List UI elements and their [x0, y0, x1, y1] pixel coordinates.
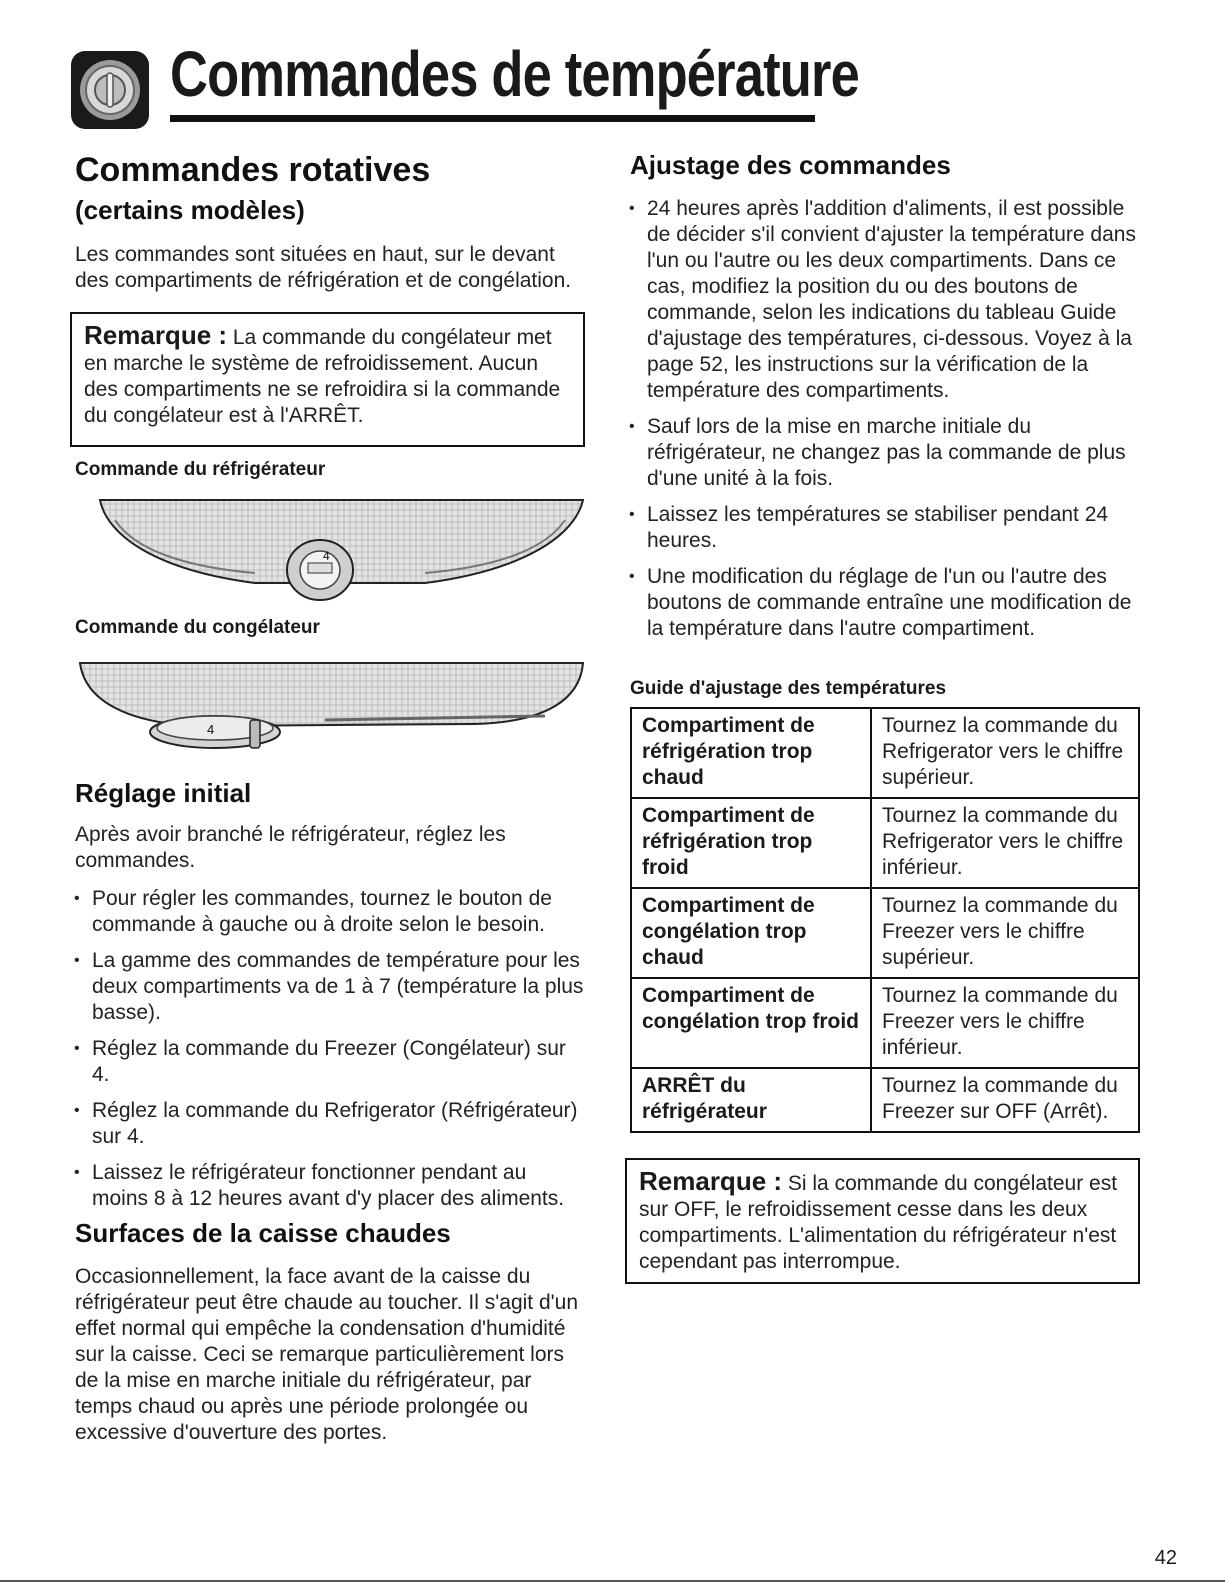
action-cell: Tournez la commande du Refrigerator vers le chiffre inférieur. [871, 798, 1139, 888]
section-title-adjust: Ajustage des commandes [630, 150, 951, 180]
table-row [631, 798, 1139, 888]
list-item: • Réglez la commande du Refrigerator (Réfrigérateur) sur 4. [72, 1098, 587, 1150]
freezer-control-caption: Commande du congélateur [75, 617, 320, 638]
note-label: Remarque : [639, 1166, 783, 1196]
condition-cell: Compartiment de congélation trop chaud [631, 888, 871, 978]
note-text: La commande du congélateur met en marche le système de refroidissement. Aucun des compartiments ne se refroidira si la commande du congélateur est à l'ARRÊT. [84, 326, 561, 427]
page-title: Commandes de température [170, 38, 860, 110]
action-cell: Tournez la commande du Freezer vers le chiffre inférieur. [871, 978, 1139, 1068]
page-number: 42 [1154, 1547, 1177, 1569]
temperature-guide-table [630, 707, 1140, 1133]
fridge-control-caption: Commande du réfrigérateur [75, 459, 326, 480]
adjust-bullet-list [627, 196, 1139, 652]
list-item: • Sauf lors de la mise en marche initiale du réfrigérateur, ne changez pas la commande de plus d'une unité à la fois. [627, 414, 1139, 492]
list-item: • Pour régler les commandes, tournez le bouton de commande à gauche ou à droite selon le besoin. [72, 886, 587, 938]
note-box-off [625, 1158, 1140, 1284]
list-item: • Réglez la commande du Freezer (Congélateur) sur 4. [72, 1036, 587, 1088]
note-text: Si la commande du congélateur est sur OFF, le refroidissement cesse dans les deux compartiments. L'alimentation du réfrigérateur n'est cependant pas interrompue. [639, 1172, 1118, 1273]
thermostat-dial-icon [71, 51, 149, 129]
refrigerator-control-illustration [95, 495, 585, 605]
condition-cell: Compartiment de réfrigération trop froid [631, 798, 871, 888]
section-title-initial: Réglage initial [75, 778, 252, 808]
list-item: • La gamme des commandes de température pour les deux compartiments va de 1 à 7 (température la plus basse). [72, 948, 587, 1026]
freezer-dial-number: 4 [207, 722, 215, 737]
action-cell: Tournez la commande du Refrigerator vers le chiffre supérieur. [871, 708, 1139, 798]
table-row [631, 708, 1139, 798]
table-row [631, 1068, 1139, 1132]
initial-intro: Après avoir branché le réfrigérateur, réglez les commandes. [75, 823, 506, 872]
title-rule [170, 115, 815, 122]
list-item: • Une modification du réglage de l'un ou l'autre des boutons de commande entraîne une modification de la température dans l'autre compartiment. [627, 564, 1139, 642]
note-label: Remarque : [84, 320, 228, 350]
action-cell: Tournez la commande du Freezer sur OFF (Arrêt). [871, 1068, 1139, 1132]
warm-surfaces-text: Occasionnellement, la face avant de la caisse du réfrigérateur peut être chaude au toucher. Il s'agit d'un effet normal qui empêche la condensation d'humidité sur la caisse. Ceci se remarque particulièrement lors de la mise en marche initiale du réfrigérateur, par temps chaud ou après une période prolongée ou excessive d'ouverture des portes. [75, 1265, 579, 1444]
table-row [631, 978, 1139, 1068]
guide-caption: Guide d'ajustage des températures [630, 678, 947, 699]
bottom-rule [0, 1580, 1225, 1582]
table-row [631, 888, 1139, 978]
condition-cell: Compartiment de réfrigération trop chaud [631, 708, 871, 798]
note-box-freezer [70, 312, 585, 447]
rotary-intro: Les commandes sont situées en haut, sur le devant des compartiments de réfrigération et de congélation. [75, 243, 572, 292]
list-item: • Laissez le réfrigérateur fonctionner pendant au moins 8 à 12 heures avant d'y placer des aliments. [72, 1160, 587, 1212]
section-subtitle-models: (certains modèles) [75, 195, 305, 225]
initial-bullet-list [72, 886, 587, 1222]
condition-cell: Compartiment de congélation trop froid [631, 978, 871, 1068]
freezer-control-illustration [75, 660, 585, 760]
action-cell: Tournez la commande du Freezer vers le chiffre supérieur. [871, 888, 1139, 978]
section-title-rotary: Commandes rotatives [75, 151, 431, 189]
list-item: • Laissez les températures se stabiliser pendant 24 heures. [627, 502, 1139, 554]
section-title-warm-surfaces: Surfaces de la caisse chaudes [75, 1218, 451, 1248]
condition-cell: ARRÊT du réfrigérateur [631, 1068, 871, 1132]
list-item: • 24 heures après l'addition d'aliments, il est possible de décider s'il convient d'ajuster la température dans l'un ou l'autre ou les deux compartiments. Dans ce cas, modifiez la position du ou des boutons de commande, selon les indications du tableau Guide d'ajustage des températures, ci-dessous. Voyez à la page 52, les instructions sur la vérification de la température des compartiments. [627, 196, 1139, 404]
fridge-dial-number: 4 [323, 549, 330, 563]
